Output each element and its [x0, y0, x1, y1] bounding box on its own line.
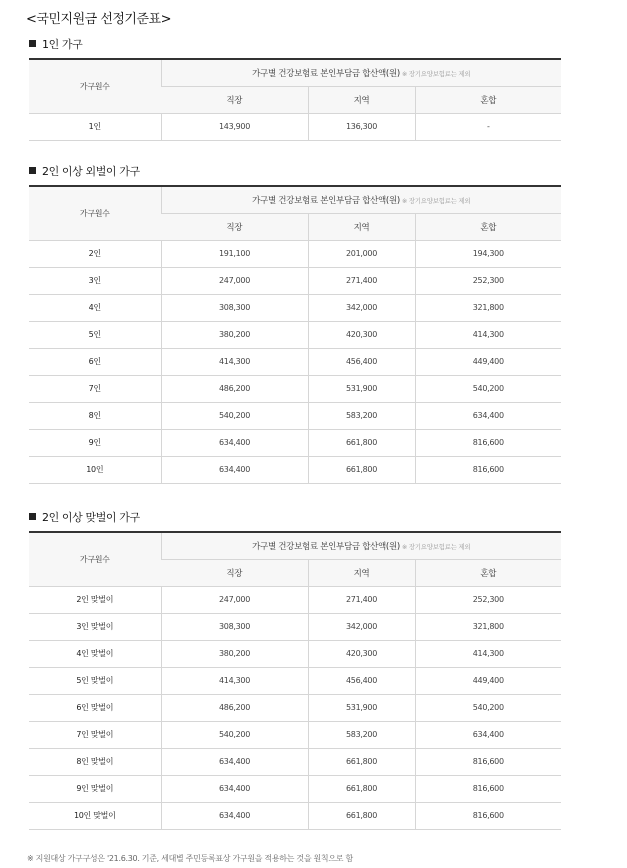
table-row — [29, 802, 561, 829]
mixed-premium-cell: 634,400 — [415, 721, 561, 748]
mixed-premium-cell: 540,200 — [415, 375, 561, 402]
region-premium-cell: 531,900 — [308, 375, 415, 402]
section-single-household — [29, 35, 561, 141]
household-size-cell: 10인 맞벌이 — [29, 802, 161, 829]
mixed-premium-cell: 540,200 — [415, 694, 561, 721]
region-premium-cell: 583,200 — [308, 402, 415, 429]
region-premium-cell: 661,800 — [308, 748, 415, 775]
criteria-table — [29, 185, 561, 484]
col-header-premium-sum — [161, 186, 561, 213]
section-title — [29, 508, 561, 525]
work-premium-cell: 486,200 — [161, 375, 308, 402]
square-bullet-icon — [29, 513, 36, 520]
household-size-cell: 3인 — [29, 267, 161, 294]
section-single-earner — [29, 162, 561, 484]
work-premium-cell: 414,300 — [161, 348, 308, 375]
work-premium-cell: 308,300 — [161, 613, 308, 640]
household-size-cell: 7인 맞벌이 — [29, 721, 161, 748]
premium-note: ※ 장기요양보험료는 제외 — [401, 542, 471, 551]
table-row — [29, 267, 561, 294]
section-dual-earner — [29, 508, 561, 830]
table-row — [29, 348, 561, 375]
region-premium-cell: 420,300 — [308, 321, 415, 348]
section-title-text: 2인 이상 외벌이 가구 — [42, 164, 140, 178]
mixed-premium-cell: 252,300 — [415, 586, 561, 613]
household-size-cell: 8인 — [29, 402, 161, 429]
section-title-text: 1인 가구 — [42, 37, 83, 51]
criteria-table — [29, 58, 561, 141]
work-premium-cell: 540,200 — [161, 721, 308, 748]
mixed-premium-cell: 816,600 — [415, 429, 561, 456]
premium-sum-label: 가구별 건강보험료 본인부담금 합산액(원) — [252, 541, 400, 552]
region-premium-cell: 531,900 — [308, 694, 415, 721]
mixed-premium-cell: 449,400 — [415, 348, 561, 375]
table-row — [29, 586, 561, 613]
premium-note: ※ 장기요양보험료는 제외 — [401, 69, 471, 78]
household-size-cell: 9인 — [29, 429, 161, 456]
work-premium-cell: 634,400 — [161, 775, 308, 802]
household-size-cell: 3인 맞벌이 — [29, 613, 161, 640]
table-row — [29, 240, 561, 267]
square-bullet-icon — [29, 40, 36, 47]
household-size-cell: 1인 — [29, 113, 161, 140]
household-size-cell: 6인 맞벌이 — [29, 694, 161, 721]
col-header-household-size: 가구원수 — [29, 59, 161, 113]
table-row — [29, 429, 561, 456]
mixed-premium-cell: 414,300 — [415, 321, 561, 348]
mixed-premium-cell: 816,600 — [415, 802, 561, 829]
region-premium-cell: 661,800 — [308, 802, 415, 829]
work-premium-cell: 247,000 — [161, 586, 308, 613]
mixed-premium-cell: 634,400 — [415, 402, 561, 429]
col-header-work: 직장 — [161, 86, 308, 113]
household-size-cell: 2인 맞벌이 — [29, 586, 161, 613]
mixed-premium-cell: 252,300 — [415, 267, 561, 294]
col-header-region: 지역 — [308, 86, 415, 113]
work-premium-cell: 414,300 — [161, 667, 308, 694]
mixed-premium-cell: 321,800 — [415, 613, 561, 640]
table-row — [29, 613, 561, 640]
work-premium-cell: 380,200 — [161, 321, 308, 348]
household-size-cell: 7인 — [29, 375, 161, 402]
col-header-work: 직장 — [161, 213, 308, 240]
col-header-work: 직장 — [161, 559, 308, 586]
section-title-text: 2인 이상 맞벌이 가구 — [42, 510, 140, 524]
table-row — [29, 294, 561, 321]
work-premium-cell: 308,300 — [161, 294, 308, 321]
table-row — [29, 113, 561, 140]
region-premium-cell: 136,300 — [308, 113, 415, 140]
work-premium-cell: 247,000 — [161, 267, 308, 294]
household-size-cell: 6인 — [29, 348, 161, 375]
region-premium-cell: 456,400 — [308, 348, 415, 375]
col-header-region: 지역 — [308, 559, 415, 586]
household-size-cell: 4인 — [29, 294, 161, 321]
criteria-table — [29, 531, 561, 830]
work-premium-cell: 540,200 — [161, 402, 308, 429]
work-premium-cell: 634,400 — [161, 802, 308, 829]
work-premium-cell: 634,400 — [161, 429, 308, 456]
region-premium-cell: 271,400 — [308, 586, 415, 613]
col-header-mixed: 혼합 — [415, 559, 561, 586]
mixed-premium-cell: 816,600 — [415, 775, 561, 802]
mixed-premium-cell: 449,400 — [415, 667, 561, 694]
region-premium-cell: 420,300 — [308, 640, 415, 667]
col-header-premium-sum — [161, 532, 561, 559]
work-premium-cell: 634,400 — [161, 748, 308, 775]
household-size-cell: 9인 맞벌이 — [29, 775, 161, 802]
region-premium-cell: 661,800 — [308, 775, 415, 802]
table-row — [29, 694, 561, 721]
col-header-mixed: 혼합 — [415, 213, 561, 240]
page-title: <국민지원금 선정기준표> — [26, 12, 171, 27]
mixed-premium-cell: 816,600 — [415, 748, 561, 775]
household-size-cell: 8인 맞벌이 — [29, 748, 161, 775]
household-size-cell: 4인 맞벌이 — [29, 640, 161, 667]
table-row — [29, 748, 561, 775]
table-row — [29, 775, 561, 802]
premium-sum-label: 가구별 건강보험료 본인부담금 합산액(원) — [252, 195, 400, 206]
region-premium-cell: 271,400 — [308, 267, 415, 294]
section-title — [29, 162, 561, 179]
household-size-cell: 5인 — [29, 321, 161, 348]
work-premium-cell: 634,400 — [161, 456, 308, 483]
region-premium-cell: 456,400 — [308, 667, 415, 694]
region-premium-cell: 661,800 — [308, 429, 415, 456]
col-header-household-size: 가구원수 — [29, 532, 161, 586]
mixed-premium-cell: 321,800 — [415, 294, 561, 321]
region-premium-cell: 583,200 — [308, 721, 415, 748]
footnote: ※ 지원대상 가구구성은 '21.6.30. 기준, 세대별 주민등록표상 가구원을 적용하는 것을 원칙으로 함 — [27, 854, 353, 863]
region-premium-cell: 661,800 — [308, 456, 415, 483]
col-header-region: 지역 — [308, 213, 415, 240]
work-premium-cell: 143,900 — [161, 113, 308, 140]
table-row — [29, 402, 561, 429]
region-premium-cell: 201,000 — [308, 240, 415, 267]
table-row — [29, 375, 561, 402]
mixed-premium-cell: 194,300 — [415, 240, 561, 267]
table-row — [29, 721, 561, 748]
mixed-premium-cell: 414,300 — [415, 640, 561, 667]
household-size-cell: 2인 — [29, 240, 161, 267]
square-bullet-icon — [29, 167, 36, 174]
table-row — [29, 321, 561, 348]
col-header-mixed: 혼합 — [415, 86, 561, 113]
work-premium-cell: 380,200 — [161, 640, 308, 667]
section-title — [29, 35, 561, 52]
region-premium-cell: 342,000 — [308, 294, 415, 321]
household-size-cell: 10인 — [29, 456, 161, 483]
col-header-premium-sum — [161, 59, 561, 86]
region-premium-cell: 342,000 — [308, 613, 415, 640]
table-row — [29, 667, 561, 694]
work-premium-cell: 191,100 — [161, 240, 308, 267]
table-row — [29, 456, 561, 483]
premium-sum-label: 가구별 건강보험료 본인부담금 합산액(원) — [252, 68, 400, 79]
premium-note: ※ 장기요양보험료는 제외 — [401, 196, 471, 205]
table-row — [29, 640, 561, 667]
mixed-premium-cell: 816,600 — [415, 456, 561, 483]
work-premium-cell: 486,200 — [161, 694, 308, 721]
household-size-cell: 5인 맞벌이 — [29, 667, 161, 694]
col-header-household-size: 가구원수 — [29, 186, 161, 240]
mixed-premium-cell: - — [415, 113, 561, 140]
